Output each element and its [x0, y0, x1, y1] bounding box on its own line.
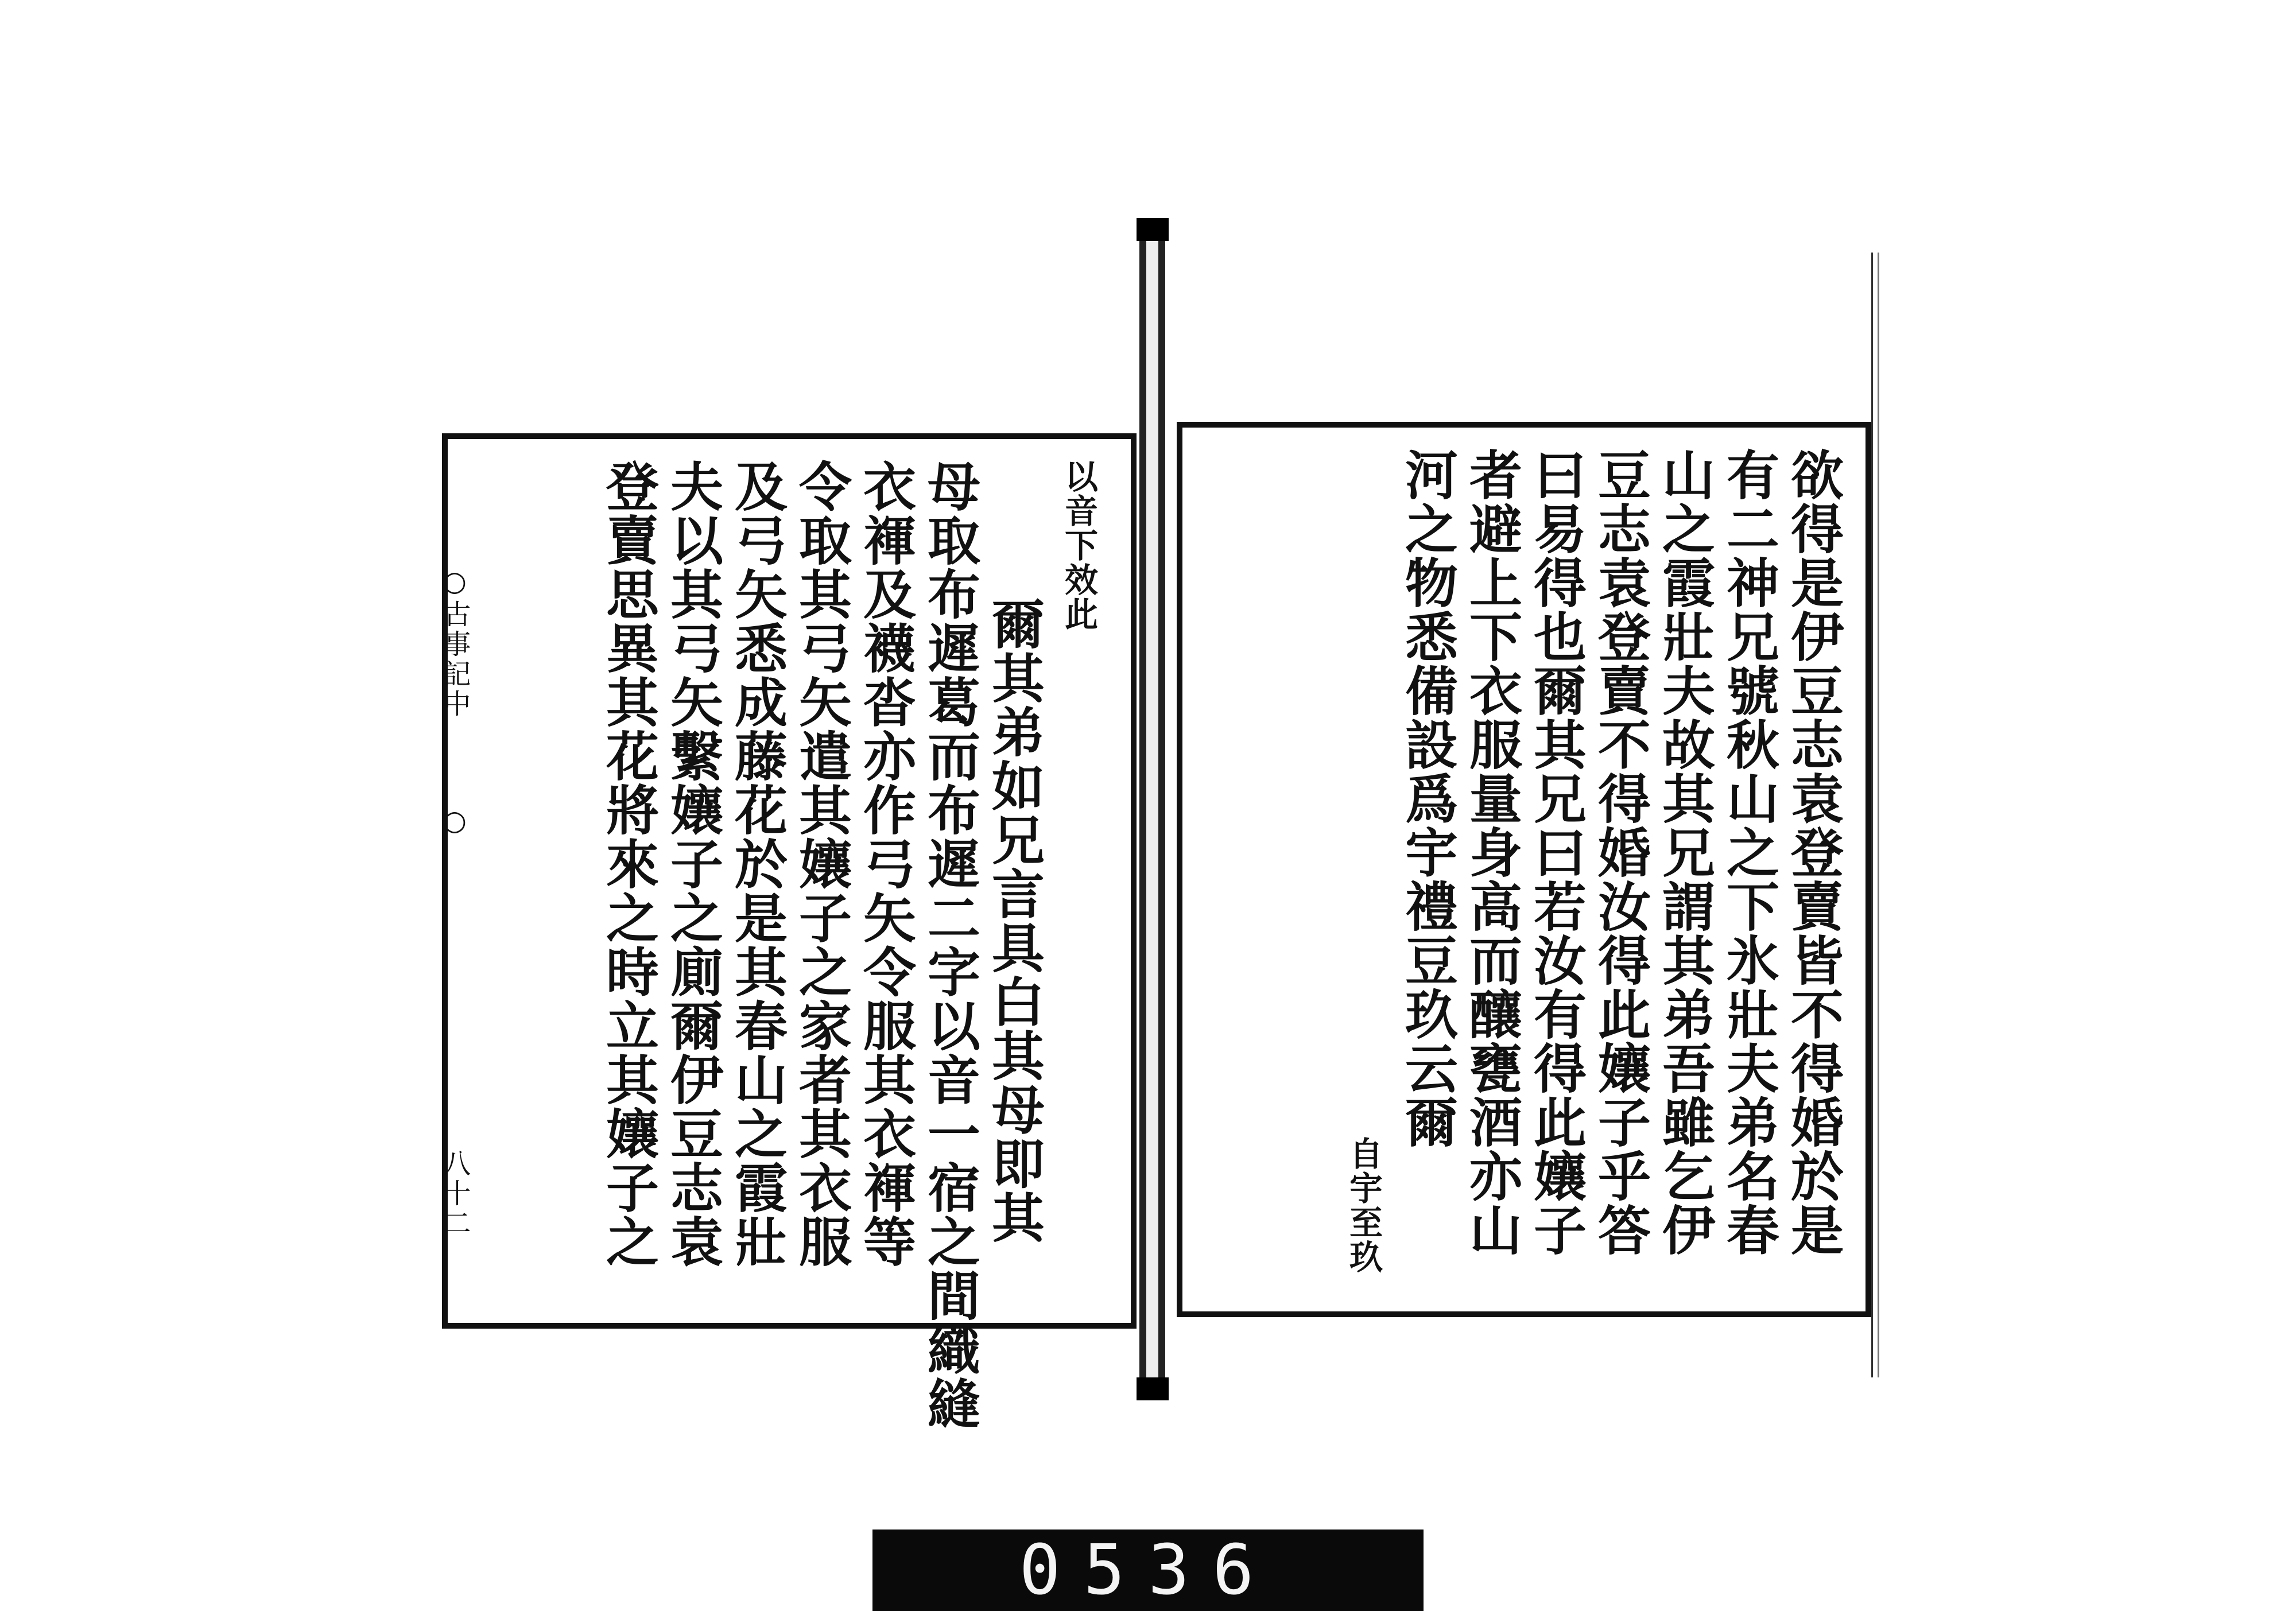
text-column: [1463, 448, 1521, 1291]
text-column: [1655, 448, 1714, 1291]
column-text: 河之物悉備設爲宇禮豆玖云爾: [1397, 448, 1459, 1149]
text-column: [1784, 448, 1843, 1291]
text-column: [728, 459, 786, 1303]
column-text: 母取布遲葛而布遲二字以音一宿之間織縫: [919, 459, 981, 1430]
text-column: [1591, 448, 1650, 1291]
page-edge: [1871, 253, 1879, 1377]
text-column: [985, 459, 1044, 1303]
annotation-text: 以音下效此: [1059, 459, 1098, 631]
annotation-column: [1049, 459, 1108, 1303]
right-page-frame: [1177, 422, 1871, 1317]
column-text: 及弓矢悉成藤花於是其春山之霞壯: [726, 459, 788, 1268]
page-number: 八十二: [439, 1148, 471, 1239]
column-text: 登賣思異其花將來之時立其孃子之: [598, 459, 660, 1268]
column-text: 有二神兄號秋山之下氷壯夫弟名春: [1718, 448, 1780, 1257]
column-text: 爾其弟如兄言具白其母即其: [983, 597, 1045, 1244]
column-text: 山之霞壯夫故其兄謂其弟吾雖乞伊: [1654, 448, 1716, 1257]
column-text: 衣褌及襪沓亦作弓矢令服其衣褌等: [855, 459, 917, 1268]
text-column: [792, 459, 851, 1303]
annotation-column: [1334, 448, 1393, 1291]
binding-cap-top: [1137, 218, 1169, 241]
column-text: 令取其弓矢遣其孃子之家者其衣服: [790, 459, 852, 1268]
binding-gutter: [1139, 218, 1165, 1400]
column-text: 夫以其弓矢繫孃子之廁爾伊豆志袁: [662, 459, 724, 1268]
text-column: [599, 459, 658, 1303]
margin-mark: ○: [439, 805, 471, 840]
text-column: [1398, 448, 1457, 1291]
right-page-text: [1205, 448, 1843, 1291]
text-column: [856, 459, 915, 1303]
book-title: ○古事記中: [439, 565, 471, 719]
margin-header: [435, 565, 475, 1239]
column-text: 欲得是伊豆志袁登賣皆不得婚於是: [1782, 448, 1844, 1257]
text-column: [1527, 448, 1585, 1291]
binding-cap-bottom: [1137, 1377, 1169, 1400]
column-text: 者避上下衣服量身高而釀甕酒亦山: [1461, 448, 1523, 1257]
column-text: 豆志袁登賣不得婚汝得此孃子乎答: [1589, 448, 1651, 1257]
left-page-frame: [442, 433, 1137, 1430]
left-page-text: [471, 459, 1108, 1430]
text-column: [919, 459, 981, 1430]
annotation-text: 自宇至玖: [1344, 1136, 1383, 1274]
text-column: [1720, 448, 1778, 1291]
column-text: 曰易得也爾其兄曰若汝有得此孃子: [1525, 448, 1587, 1257]
film-frame-label: 0536: [872, 1530, 1424, 1611]
text-column: [664, 459, 722, 1303]
